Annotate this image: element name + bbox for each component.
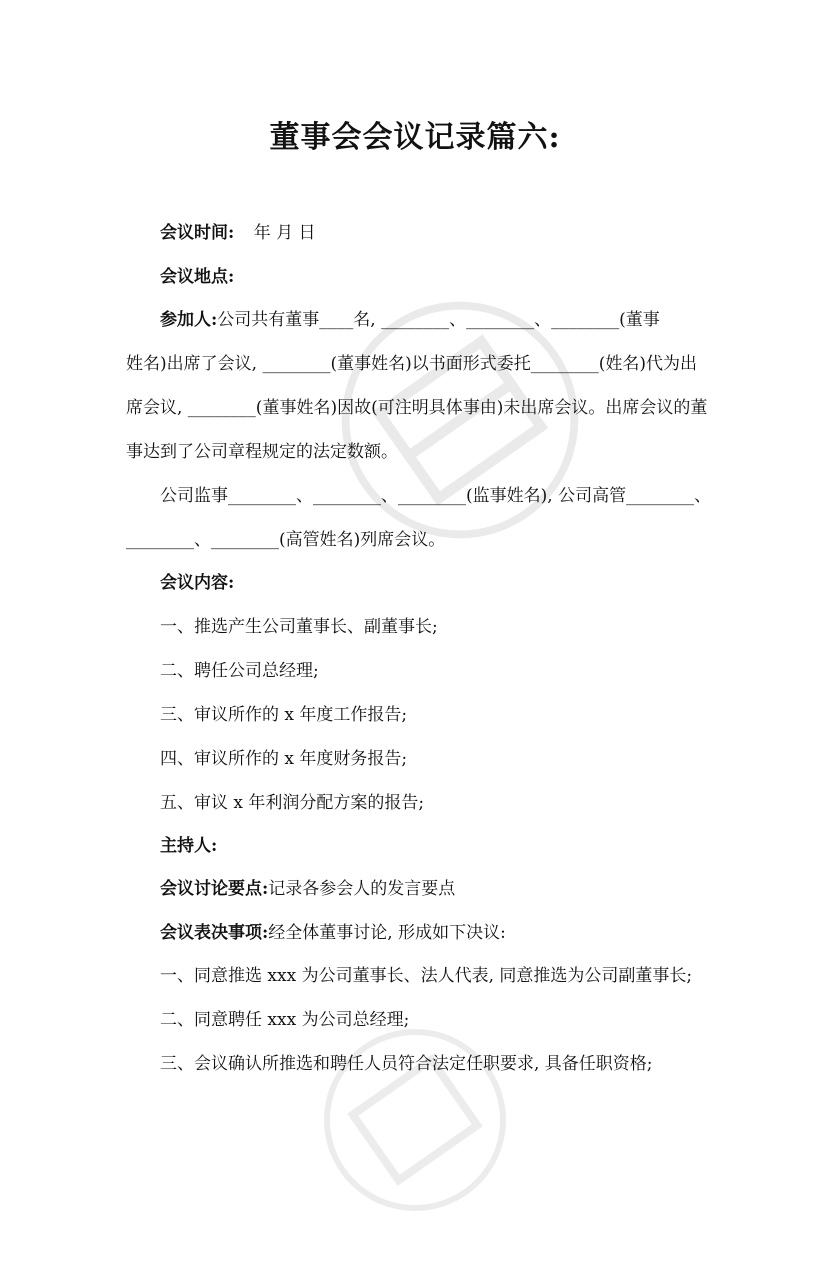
resolutions-row	[160, 921, 506, 945]
discussion-value: 记录各参会人的发言要点	[268, 879, 456, 899]
content-item-2: 二、聘任公司总经理;	[160, 661, 319, 681]
content-item-4: 四、审议所作的 x 年度财务报告;	[160, 749, 408, 769]
content-item-5: 五、审议 x 年利润分配方案的报告;	[160, 793, 425, 813]
resolutions-label: 会议表决事项:	[160, 923, 269, 943]
resolutions-value: 经全体董事讨论, 形成如下决议:	[268, 923, 506, 943]
attendees-text-1: 公司共有董事____名, ________、________、________(董事	[217, 310, 660, 330]
content-label: 会议内容:	[160, 573, 235, 593]
meeting-time-label: 会议时间:	[160, 223, 235, 243]
supervisors-line-2: ________、________(高管姓名)列席会议。	[126, 530, 446, 550]
discussion-label: 会议讨论要点:	[160, 879, 269, 899]
attendees-label: 参加人:	[160, 310, 218, 330]
meeting-time-value: 年 月 日	[253, 223, 316, 243]
content-item-1: 一、推选产生公司董事长、副董事长;	[160, 617, 438, 637]
discussion-row	[160, 877, 455, 901]
resolution-item-1: 一、同意推选 xxx 为公司董事长、法人代表, 同意推选为公司副董事长;	[160, 966, 693, 986]
resolution-item-3: 三、会议确认所推选和聘任人员符合法定任职要求, 具备任职资格;	[160, 1054, 653, 1074]
resolution-item-2: 二、同意聘任 xxx 为公司总经理;	[160, 1010, 410, 1030]
attendees-line-4: 事达到了公司章程规定的法定数额。	[126, 442, 398, 462]
host-label: 主持人:	[160, 836, 218, 856]
supervisors-line-1: 公司监事________、________、________(监事姓名), 公司高管________、	[160, 486, 712, 506]
content-item-3: 三、审议所作的 x 年度工作报告;	[160, 705, 408, 725]
page-title: 董事会会议记录篇六:	[269, 120, 561, 155]
meeting-place-label: 会议地点:	[160, 267, 235, 287]
meeting-time-row	[160, 221, 316, 245]
attendees-line-2: 姓名)出席了会议, ________(董事姓名)以书面形式委托________(姓名)代为出	[126, 354, 697, 374]
attendees-line-3: 席会议, ________(董事姓名)因故(可注明具体事由)未出席会议。出席会议的董	[126, 398, 708, 418]
attendees-line-1	[160, 308, 660, 332]
